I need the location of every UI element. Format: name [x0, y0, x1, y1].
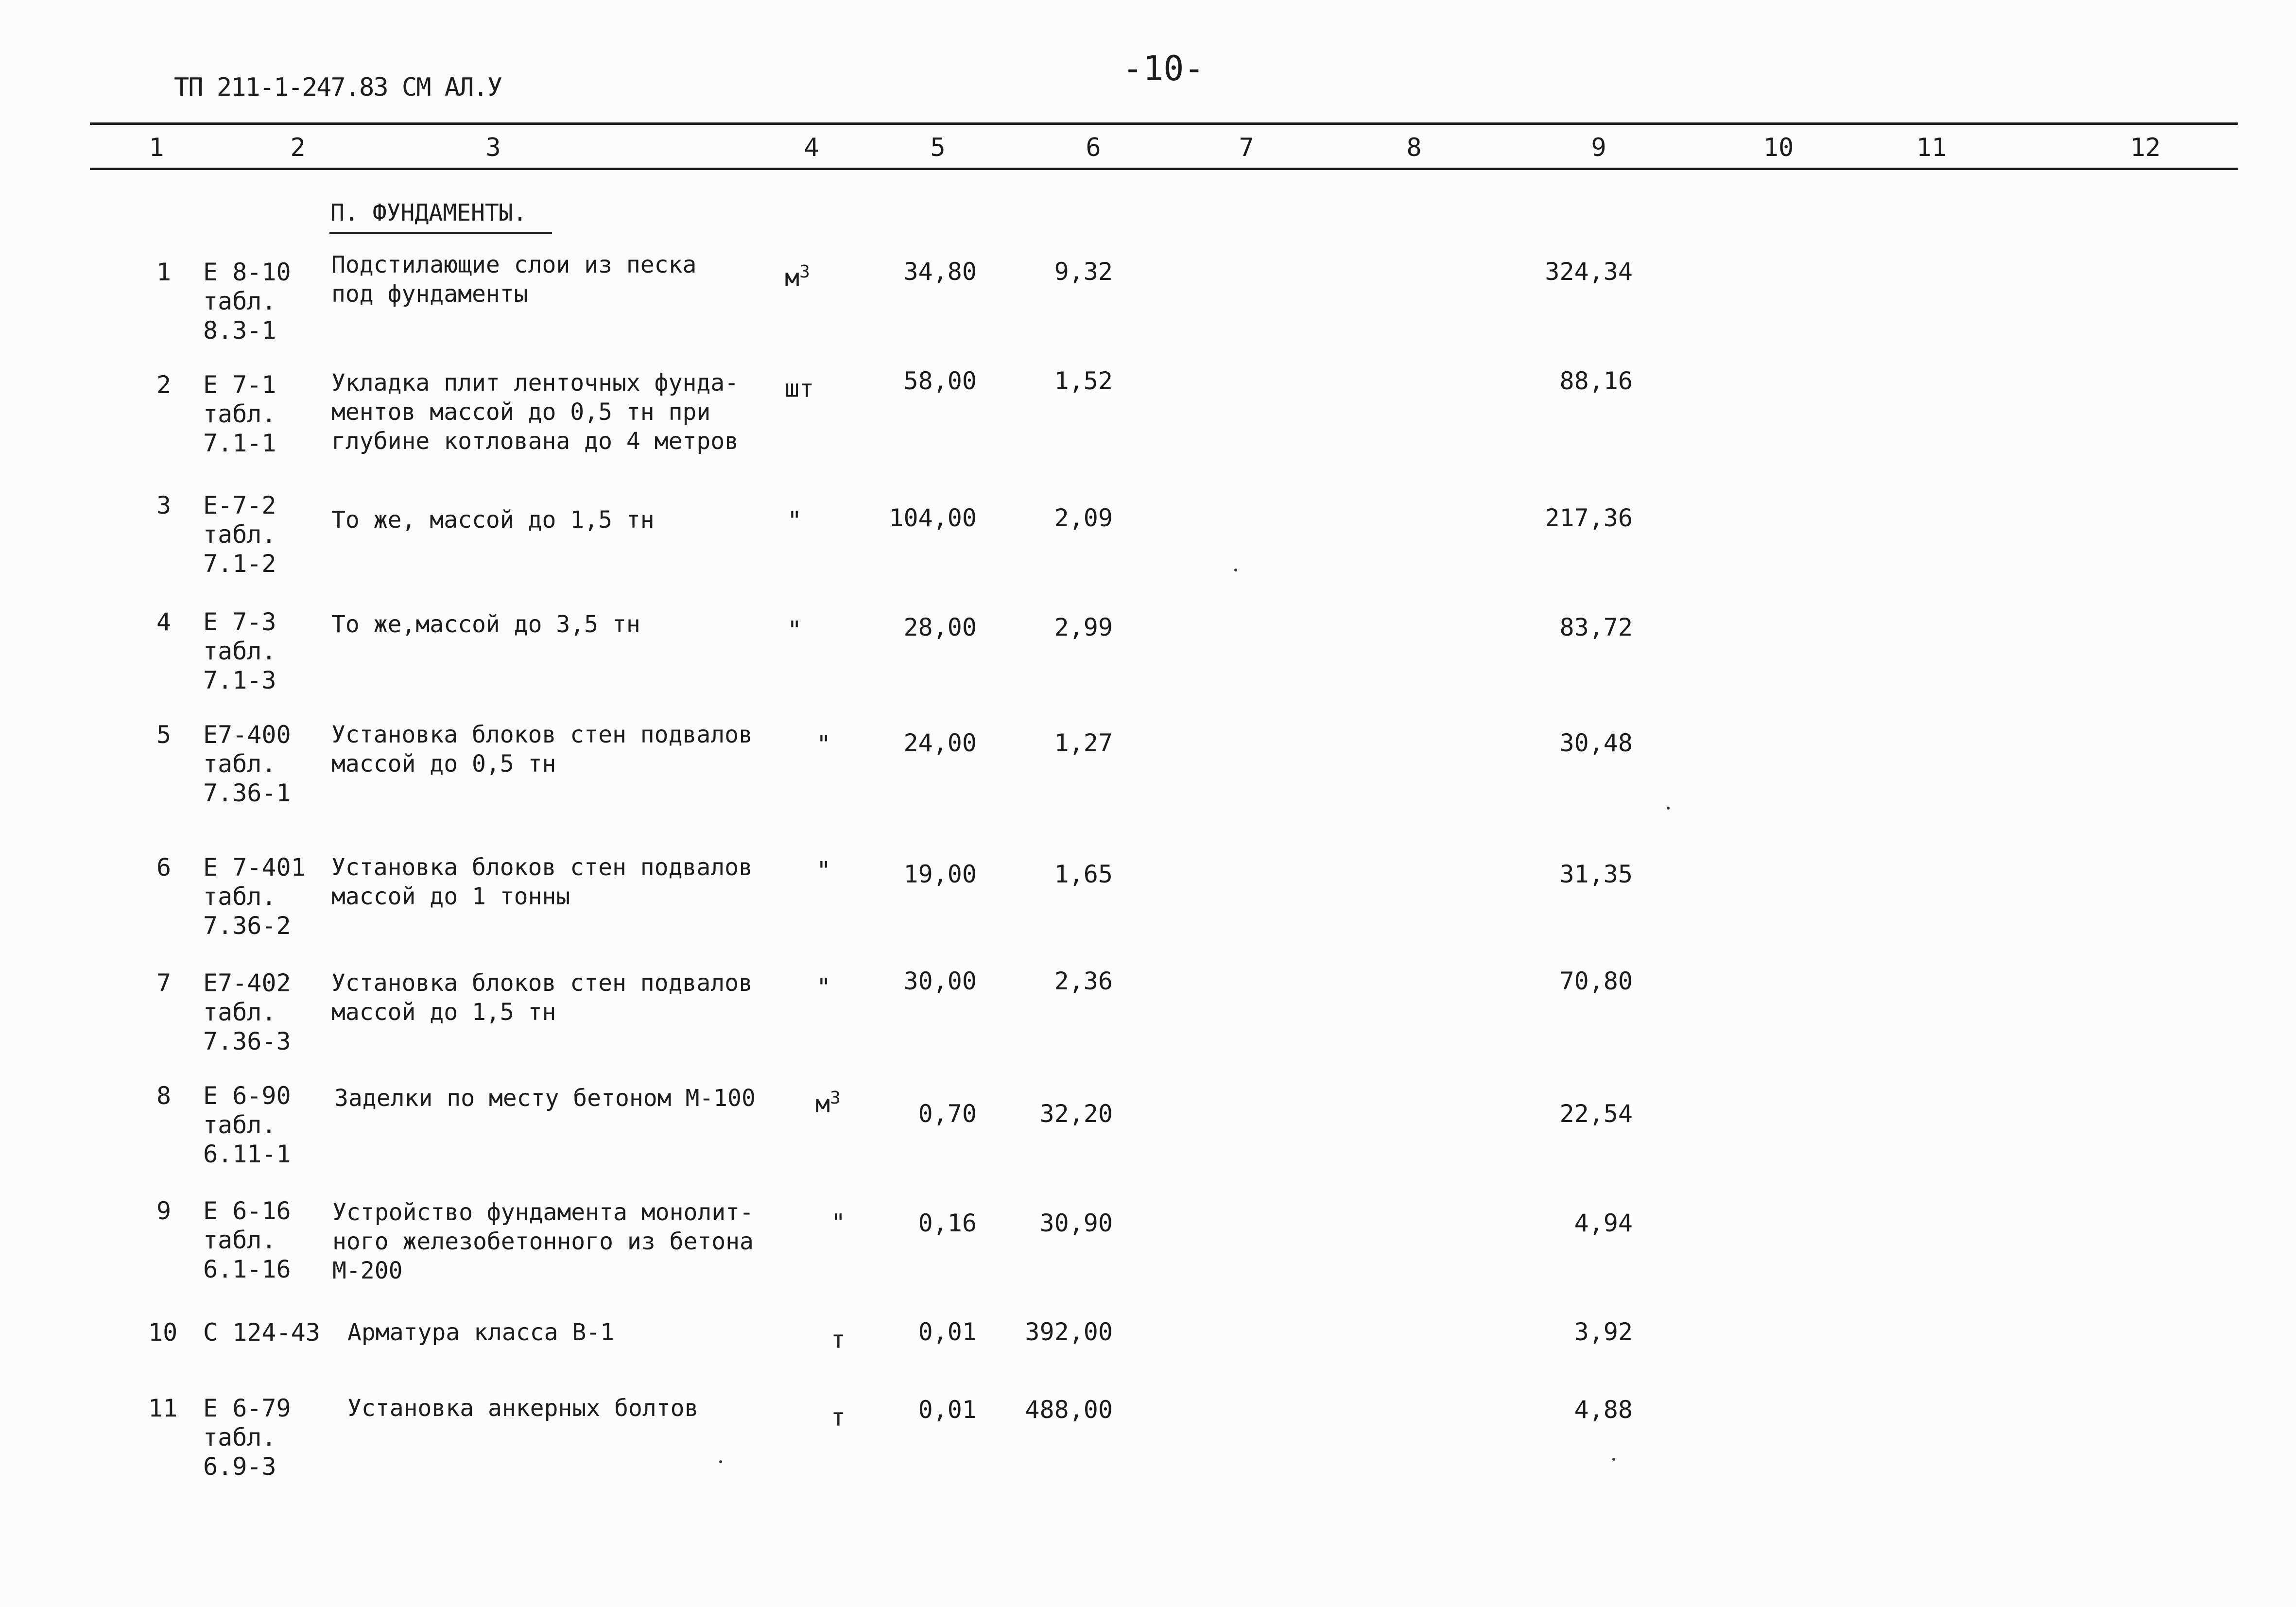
- row-code: Е7-400 табл. 7.36-1: [203, 721, 291, 807]
- row-total: 31,35: [1559, 860, 1633, 888]
- column-header-11: 11: [1916, 133, 1947, 162]
- row-code: Е 7-3 табл. 7.1-3: [203, 608, 276, 694]
- row-price: 2,09: [1054, 504, 1113, 532]
- row-code: Е 6-79 табл. 6.9-3: [203, 1394, 291, 1481]
- row-description: Установка блоков стен подвалов массой до 1,5 тн: [331, 969, 753, 1026]
- unit-text: ": [816, 856, 831, 885]
- row-quantity: 0,01: [918, 1396, 977, 1424]
- row-number: 3: [156, 491, 172, 519]
- row-price: 32,20: [1039, 1100, 1113, 1128]
- row-quantity: 0,01: [918, 1318, 977, 1346]
- column-header-2: 2: [290, 133, 306, 162]
- row-number: 7: [156, 969, 172, 997]
- section-title: П. ФУНДАМЕНТЫ.: [330, 199, 527, 226]
- row-number: 9: [156, 1197, 172, 1225]
- unit-text: м: [815, 1089, 830, 1118]
- column-header-1: 1: [149, 133, 164, 162]
- table-header-rule: [90, 168, 2238, 170]
- row-number: 6: [156, 853, 172, 881]
- row-total: 3,92: [1574, 1318, 1633, 1346]
- row-quantity: 34,80: [903, 258, 977, 286]
- row-code: Е 6-90 табл. 6.11-1: [203, 1082, 291, 1168]
- row-unit: [785, 368, 814, 403]
- row-code: Е7-402 табл. 7.36-3: [203, 969, 291, 1055]
- scan-speck: [1234, 569, 1237, 571]
- row-code: Е 6-16 табл. 6.1-16: [203, 1197, 291, 1283]
- row-number: 2: [156, 371, 172, 399]
- row-price: 1,52: [1054, 367, 1113, 395]
- row-description: Укладка плит ленточных фунда- ментов массой до 0,5 тн при глубине котлована до 4 метров: [331, 369, 739, 455]
- row-total: 324,34: [1545, 258, 1633, 286]
- row-unit: [787, 501, 802, 536]
- row-number: 1: [156, 258, 172, 286]
- unit-text: ": [831, 1209, 846, 1237]
- row-description: Арматура класса В-1: [347, 1319, 615, 1346]
- row-price: 1,65: [1054, 860, 1113, 888]
- row-total: 70,80: [1559, 967, 1633, 995]
- row-description: Устройство фундамента монолит- ного железобетонного из бетона М-200: [332, 1199, 754, 1284]
- row-number: 5: [156, 721, 172, 749]
- row-code: Е 7-401 табл. 7.36-2: [203, 853, 306, 940]
- row-code: С 124-43: [203, 1318, 320, 1347]
- row-code: Е 8-10 табл. 8.3-1: [203, 258, 291, 345]
- row-quantity: 28,00: [903, 613, 977, 641]
- column-header-6: 6: [1086, 133, 1101, 162]
- row-total: 217,36: [1545, 504, 1633, 532]
- row-number: 8: [156, 1082, 172, 1110]
- row-number: 4: [156, 608, 172, 636]
- row-code: Е 7-1 табл. 7.1-1: [203, 371, 276, 457]
- row-price: 9,32: [1054, 258, 1113, 286]
- row-unit: [787, 610, 802, 645]
- row-total: 4,94: [1574, 1209, 1633, 1237]
- row-price: 30,90: [1039, 1209, 1113, 1237]
- scan-speck: [1667, 807, 1670, 810]
- row-price: 2,99: [1054, 613, 1113, 641]
- row-code: Е-7-2 табл. 7.1-2: [203, 491, 276, 578]
- row-quantity: 0,16: [918, 1209, 977, 1237]
- row-total: 4,88: [1574, 1396, 1633, 1424]
- row-total: 30,48: [1559, 729, 1633, 757]
- row-description: Заделки по месту бетоном М-100: [334, 1085, 756, 1112]
- row-price: 488,00: [1025, 1396, 1113, 1424]
- row-unit: [831, 1319, 846, 1354]
- scan-speck: [1612, 1458, 1615, 1461]
- section-title-underline: [329, 232, 552, 234]
- document-code: ТП 211-1-247.83 СМ АЛ.У: [174, 73, 502, 102]
- row-unit: [816, 724, 831, 759]
- table-top-rule: [90, 122, 2238, 125]
- column-header-8: 8: [1406, 133, 1422, 162]
- row-quantity: 30,00: [903, 967, 977, 995]
- unit-text: т: [831, 1403, 846, 1432]
- column-header-5: 5: [930, 133, 946, 162]
- row-unit: [815, 1084, 841, 1119]
- row-unit: [816, 850, 831, 885]
- row-unit: [816, 967, 831, 1002]
- row-quantity: 19,00: [903, 860, 977, 888]
- row-price: 392,00: [1025, 1318, 1113, 1346]
- row-price: 1,27: [1054, 729, 1113, 757]
- row-total: 88,16: [1559, 367, 1633, 395]
- unit-text: ": [816, 973, 831, 1002]
- column-header-10: 10: [1763, 133, 1794, 162]
- unit-text: ": [787, 506, 802, 535]
- unit-text: ": [787, 616, 802, 644]
- column-header-12: 12: [2130, 133, 2161, 162]
- unit-text: т: [831, 1325, 846, 1354]
- row-description: Подстилающие слои из песка под фундаменты: [331, 251, 697, 308]
- row-unit: [785, 258, 810, 293]
- column-header-4: 4: [804, 133, 819, 162]
- column-header-3: 3: [485, 133, 501, 162]
- unit-text: ": [816, 730, 831, 759]
- row-total: 22,54: [1559, 1100, 1633, 1128]
- unit-superscript: 3: [799, 262, 810, 282]
- row-quantity: 24,00: [903, 729, 977, 757]
- row-description: То же,массой до 3,5 тн: [331, 611, 640, 638]
- row-quantity: 104,00: [889, 504, 977, 532]
- row-total: 83,72: [1559, 613, 1633, 641]
- row-unit: [831, 1203, 846, 1238]
- row-quantity: 58,00: [903, 367, 977, 395]
- unit-text: м: [785, 263, 800, 292]
- row-description: Установка блоков стен подвалов массой до 0,5 тн: [331, 721, 753, 778]
- row-number: 11: [148, 1394, 178, 1422]
- row-number: 10: [148, 1318, 178, 1347]
- row-quantity: 0,70: [918, 1100, 977, 1128]
- unit-superscript: 3: [830, 1088, 841, 1108]
- row-price: 2,36: [1054, 967, 1113, 995]
- row-description: То же, массой до 1,5 тн: [331, 506, 655, 534]
- row-description: Установка блоков стен подвалов массой до 1 тонны: [331, 854, 753, 910]
- column-header-7: 7: [1239, 133, 1254, 162]
- row-description: Установка анкерных болтов: [347, 1395, 699, 1422]
- row-unit: [831, 1397, 846, 1432]
- column-header-9: 9: [1591, 133, 1606, 162]
- unit-text: шт: [785, 374, 814, 403]
- page-number: -10-: [1122, 49, 1205, 88]
- scan-speck: [719, 1460, 722, 1463]
